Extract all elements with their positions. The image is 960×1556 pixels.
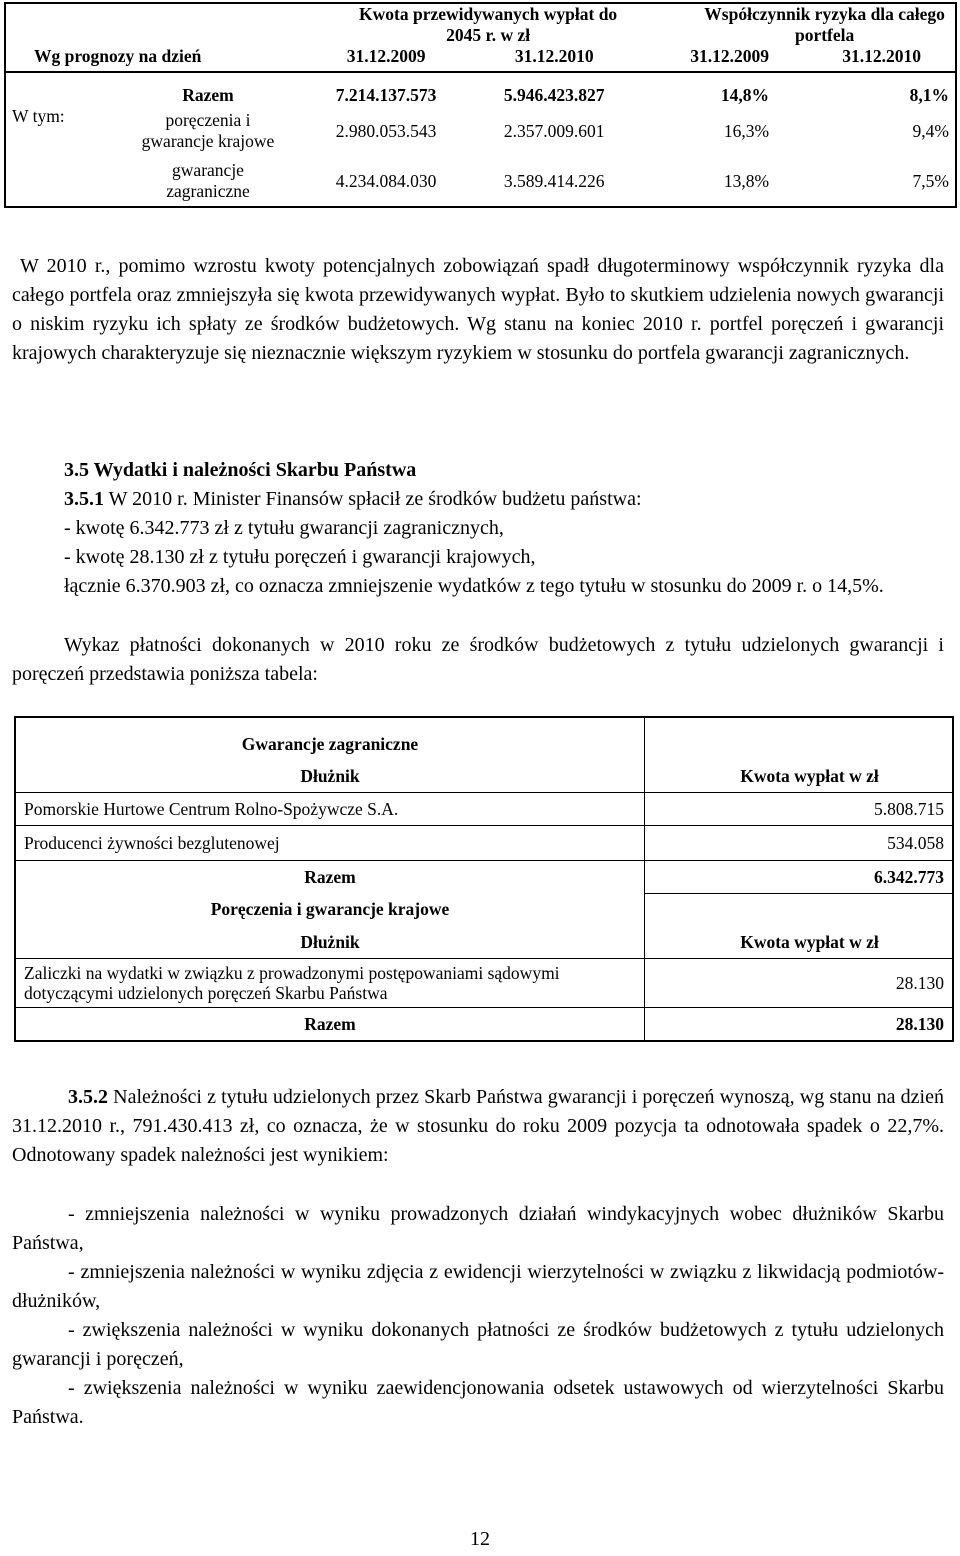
date-cell: 31.12.2010 <box>514 46 594 66</box>
debtor-header: Dłużnik <box>15 760 645 793</box>
amount-header: Kwota wypłat w zł <box>645 760 954 793</box>
subsection-text: W 2010 r. Minister Finansów spłacił ze środków budżetu państwa: <box>104 488 642 510</box>
paragraph-payments-intro: Wykaz płatności dokonanych w 2010 roku ze środków budżetowych z tytułu udzielonych gwarancji i poręczeń przedstawia poniższa tabela: <box>12 634 944 685</box>
amount-cell: 5.808.715 <box>645 793 954 826</box>
total-amount: 28.130 <box>645 1008 954 1042</box>
row-label: gwarancje zagraniczne <box>166 160 250 201</box>
risk-table <box>4 2 957 208</box>
subsection-text: Należności z tytułu udzielonych przez Skarb Państwa gwarancji i poręczeń wynoszą, wg stanu na dzień 31.12.2010 r., 791.430.413 zł, co oznacza, że w stosunku do roku 2009 pozycja ta odnotowała spadek o 22,7%. Odnotowany spadek należności jest wynikiem: <box>12 1086 944 1166</box>
payments-table <box>14 716 954 1042</box>
list-item: - kwotę 6.342.773 zł z tytułu gwarancji zagranicznych, <box>64 517 504 539</box>
subsection-number: 3.5.1 <box>64 488 104 510</box>
total-value: 8,1% <box>909 85 949 105</box>
amount-cell: 534.058 <box>645 826 954 861</box>
page-number: 12 <box>470 1528 490 1550</box>
row-value: 13,8% <box>723 170 770 191</box>
section-heading: 3.5 Wydatki i należności Skarbu Państwa <box>64 459 417 481</box>
row-label: poręczenia i gwarancje krajowe <box>141 110 275 151</box>
list-item: - zwiększenia należności w wyniku dokonanych płatności ze środków budżetowych z tytułu udzielonych gwarancji i poręczeń, <box>12 1319 944 1370</box>
subsection-352 <box>12 1083 944 1170</box>
row-value: 9,4% <box>912 120 949 141</box>
paragraph-risk-summary: W 2010 r., pomimo wzrostu kwoty potencjalnych zobowiązań spadł długoterminowy współczynnik ryzyka dla całego portfela oraz zmniejszyła się kwota przewidywanych wypłat. Było to skutkiem udzielenia nowych gwarancji o niskim ryzyku ich spłaty ze środków budżetowych. Wg stanu na koniec 2010 r. portfel poręczeń i gwarancji krajowych charakteryzuje się nieznacznie większym ryzykiem w stosunku do portfela gwarancji zagranicznych. <box>12 255 944 364</box>
date-cell: 31.12.2010 <box>842 46 921 66</box>
section-title: Poręczenia i gwarancje krajowe <box>15 894 645 927</box>
total-line: łącznie 6.370.903 zł, co oznacza zmniejszenie wydatków z tego tytułu w stosunku do 2009 r. o 14,5%. <box>64 575 884 597</box>
debtor-cell: Zaliczki na wydatki w związku z prowadzonymi postępowaniami sądowymi dotyczącymi udzielonych poręczeń Skarbu Państwa <box>15 959 645 1008</box>
total-value: 7.214.137.573 <box>335 85 437 105</box>
list-item: - zwiększenia należności w wyniku zaewidencjonowania odsetek ustawowych od wierzytelności Skarbu Państwa. <box>12 1377 944 1428</box>
list-item: - zmniejszenia należności w wyniku zdjęcia z ewidencji wierzytelności w związku z likwidacją podmiotów-dłużników, <box>12 1261 944 1312</box>
section-title: Gwarancje zagraniczne <box>15 717 645 760</box>
subsection-351 <box>64 485 642 514</box>
row-value: 4.234.084.030 <box>335 170 437 191</box>
total-value: 5.946.423.827 <box>503 85 605 105</box>
date-cell: 31.12.2009 <box>346 46 426 66</box>
row-value: 2.357.009.601 <box>503 120 605 141</box>
total-amount: 6.342.773 <box>645 861 954 894</box>
row-value: 3.589.414.226 <box>503 170 605 191</box>
total-label: Razem <box>15 1008 645 1042</box>
amount-header: Kwota wypłat w zł <box>645 926 954 959</box>
list-item: - zmniejszenia należności w wyniku prowadzonych działań windykacyjnych wobec dłużników Skarbu Państwa, <box>12 1203 944 1254</box>
debtor-cell: Pomorskie Hurtowe Centrum Rolno-Spożywcze S.A. <box>15 793 645 826</box>
forecast-label: Wg prognozy na dzień <box>34 46 202 66</box>
debtor-header: Dłużnik <box>15 926 645 959</box>
header-ratio: Współczynnik ryzyka dla całego portfela <box>704 4 945 45</box>
row-value: 2.980.053.543 <box>335 120 437 141</box>
date-cell: 31.12.2009 <box>690 46 770 66</box>
subsection-number: 3.5.2 <box>68 1086 108 1108</box>
list-item: - kwotę 28.130 zł z tytułu poręczeń i gwarancji krajowych, <box>64 546 536 568</box>
row-value: 16,3% <box>723 120 770 141</box>
header-amount: Kwota przewidywanych wypłat do 2045 r. w zł <box>359 4 618 45</box>
amount-cell: 28.130 <box>645 959 954 1008</box>
debtor-cell: Producenci żywności bezglutenowej <box>15 826 645 861</box>
total-label: Razem <box>15 861 645 894</box>
total-label: Razem <box>182 85 234 105</box>
of-which-label: W tym: <box>12 106 65 126</box>
total-value: 14,8% <box>720 85 770 105</box>
row-value: 7,5% <box>912 170 949 191</box>
